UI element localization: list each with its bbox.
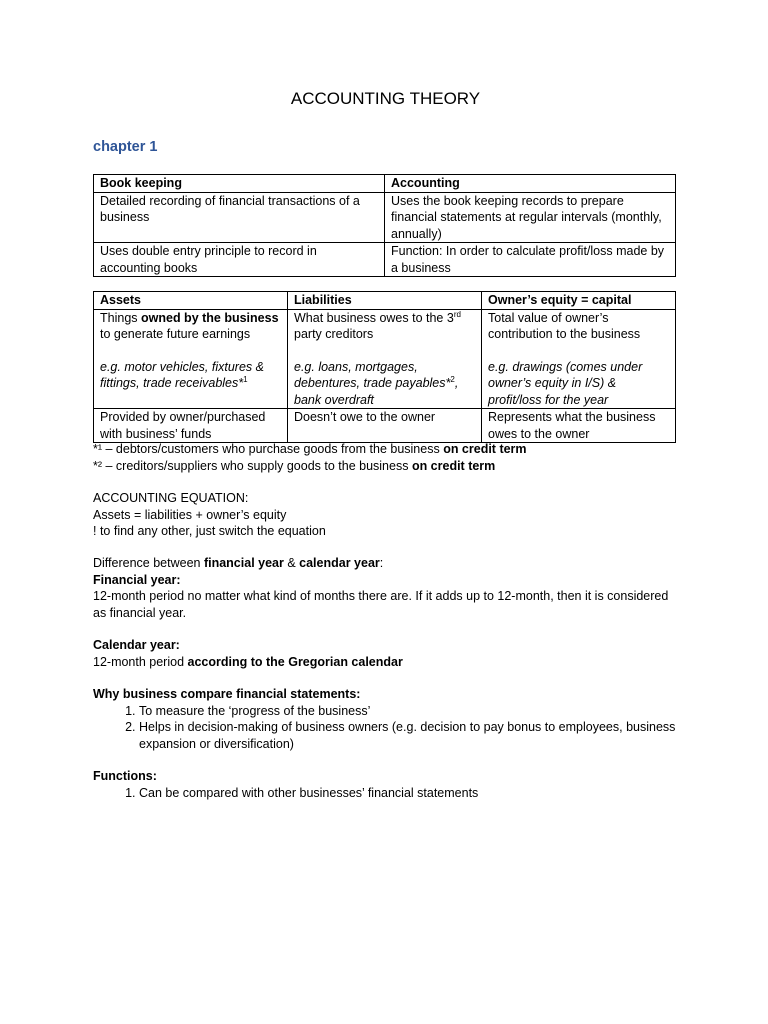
table-header: Owner’s equity = capital	[482, 292, 676, 310]
table-cell: Uses the book keeping records to prepare financial statements at regular intervals (monthly, annually)	[385, 192, 676, 243]
table-cell: Provided by owner/purchased with business’ funds	[94, 409, 288, 443]
why-heading: Why business compare financial statements:	[93, 687, 361, 701]
list-item: 1. To measure the ‘progress of the business’	[139, 703, 678, 720]
footnotes	[93, 441, 678, 474]
table-header: Book keeping	[94, 175, 385, 193]
table-header: Accounting	[385, 175, 676, 193]
footnote: *¹ – debtors/customers who purchase goods from the business on credit term	[93, 442, 527, 456]
table-header: Liabilities	[288, 292, 482, 310]
why-compare-section	[93, 686, 678, 752]
accounting-equation	[93, 490, 678, 540]
functions-section	[93, 768, 678, 801]
year-section	[93, 555, 678, 621]
table-cell-assets: Things owned by the business to generate future earnings e.g. motor vehicles, fixtures & fittings, trade receivables*$^1$	[94, 309, 288, 409]
table-cell-equity: Total value of owner’s contribution to the business e.g. drawings (comes under owner’s equity in I/S) & profit/loss for the year	[482, 309, 676, 409]
functions-heading: Functions:	[93, 769, 157, 783]
table-cell: Uses double entry principle to record in accounting books	[94, 243, 385, 277]
table-row	[94, 409, 676, 443]
table-row	[94, 309, 676, 409]
why-list	[93, 703, 678, 753]
table-header: Assets	[94, 292, 288, 310]
bookkeeping-accounting-table	[93, 174, 676, 277]
financial-year-heading: Financial year:	[93, 572, 181, 587]
functions-list	[93, 785, 678, 802]
equation-line: Assets = liabilities + owner’s equity	[93, 507, 287, 522]
table-cell: Doesn’t owe to the owner	[288, 409, 482, 443]
table-row	[94, 192, 676, 243]
table-cell-liabilities: What business owes to the 3rd party creditors e.g. loans, mortgages, debentures, trade payables*$^2$, bank overdraft	[288, 309, 482, 409]
equation-heading: ACCOUNTING EQUATION:	[93, 491, 249, 505]
equation-note: ! to find any other, just switch the equation	[93, 524, 326, 538]
footnote: *² – creditors/suppliers who supply goods to the business on credit term	[93, 458, 496, 473]
table-cell: Represents what the business owes to the owner	[482, 409, 676, 443]
assets-liabilities-equity-table	[93, 291, 676, 443]
table-cell: Function: In order to calculate profit/loss made by a business	[385, 243, 676, 277]
table-cell: Detailed recording of financial transactions of a business	[94, 192, 385, 243]
calendar-year-text: 12-month period according to the Gregorian calendar	[93, 654, 403, 669]
table-row	[94, 243, 676, 277]
calendar-year-heading: Calendar year:	[93, 638, 180, 652]
list-item: 1. Can be compared with other businesses’ financial statements	[139, 785, 678, 802]
calendar-year-section	[93, 637, 678, 670]
list-item: 2. Helps in decision-making of business owners (e.g. decision to pay bonus to employees, business expansion or diversification)	[139, 719, 678, 752]
chapter-heading: chapter 1	[93, 139, 158, 155]
page-title: ACCOUNTING THEORY	[290, 89, 481, 108]
financial-year-text: 12-month period no matter what kind of months there are. If it adds up to 12-month, then it is considered as financial year.	[93, 589, 669, 620]
difference-line: Difference between financial year & calendar year:	[93, 556, 384, 570]
